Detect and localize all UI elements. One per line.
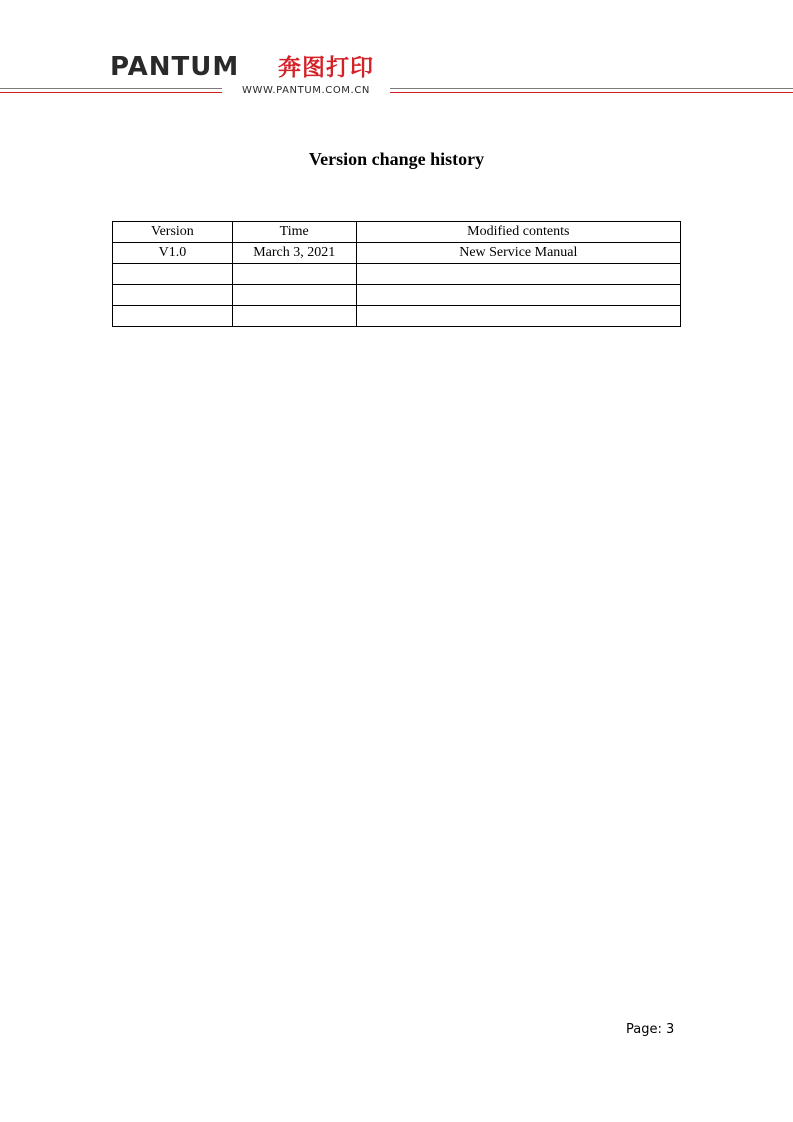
header-rule-left-top (0, 88, 222, 89)
header-rule-right-bottom (390, 92, 793, 93)
pantum-logo-chinese: 奔图打印 (278, 55, 374, 81)
column-header-time: Time (232, 222, 356, 243)
pantum-logo: PANTUM (110, 52, 240, 82)
table-row (113, 264, 681, 285)
table-row (113, 243, 681, 264)
document-title: Version change history (308, 149, 485, 169)
version-history-table (112, 221, 681, 327)
table-cell (356, 285, 680, 306)
table-row (113, 306, 681, 327)
header-rule-left-bottom (0, 92, 222, 93)
table-cell (356, 264, 680, 285)
column-header-modified-contents: Modified contents (356, 222, 680, 243)
table-header-row (113, 222, 681, 243)
table-cell (113, 306, 233, 327)
table-cell (113, 285, 233, 306)
table-cell (113, 264, 233, 285)
website-url: WWW.PANTUM.COM.CN (242, 85, 370, 96)
page-number: Page: 3 (626, 1022, 675, 1037)
table-cell (356, 306, 680, 327)
column-header-version: Version (113, 222, 233, 243)
header-rule-right-top (390, 88, 793, 89)
table-cell: New Service Manual (356, 243, 680, 264)
table-row (113, 285, 681, 306)
table-cell (232, 306, 356, 327)
table-cell: March 3, 2021 (232, 243, 356, 264)
table-cell: V1.0 (113, 243, 233, 264)
table-cell (232, 285, 356, 306)
page-header (0, 0, 793, 110)
table-cell (232, 264, 356, 285)
